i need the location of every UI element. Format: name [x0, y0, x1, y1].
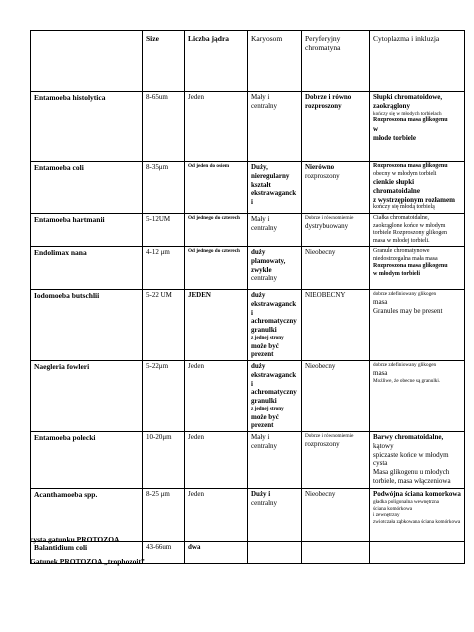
cell-nuclei: Jeden [185, 361, 248, 432]
cell-line: Rozproszona masa glikogenu [373, 263, 448, 270]
cell-line: prezent [251, 421, 274, 430]
cell-cytoplasm [370, 489, 465, 542]
cell-line: zaokrąglony [373, 101, 410, 110]
cell-cytoplasm [370, 247, 465, 290]
cell-karyosome [248, 214, 302, 247]
cell-line: kończy się w młodych torbielach [373, 110, 442, 117]
cell-line: dystrybuowany [305, 221, 349, 230]
header-cell-name [31, 31, 143, 92]
table-row [31, 290, 465, 361]
cell-karyosome [248, 92, 302, 162]
cell-line: duży [251, 248, 266, 257]
cell-line: ekstrawagancki [251, 189, 297, 206]
cell-cytoplasm [370, 361, 465, 432]
cell-line: ściana komórkowa [373, 505, 413, 512]
cell-line: Masa glikogenu u młodych [373, 468, 450, 477]
cell-line: kształt [251, 180, 271, 189]
cell-line: dobrze zdefiniowany glikogen [373, 362, 437, 369]
cell-line: z wystrzępionym rozłamem [373, 195, 455, 204]
cell-line: duży [251, 362, 266, 371]
cell-line: Nieobecny [305, 248, 336, 257]
cell-line: Mały i [251, 433, 270, 442]
cell-line: niedostrzegalna mała masa [373, 255, 438, 262]
cell-cytoplasm [370, 92, 465, 162]
cell-size: 10-20μm [143, 432, 185, 489]
cell-line: centralny [251, 274, 278, 283]
cell-line: prezent [251, 350, 274, 359]
caption-cyst: cysta gatunku PROTOZOA [30, 535, 120, 544]
cell-line: może być [251, 412, 279, 421]
cell-line: Nieobecny [305, 362, 336, 371]
cell-chromatin [302, 489, 370, 542]
cell-nuclei: Od jeden do osiem [185, 162, 248, 214]
cell-line: duży [251, 291, 266, 300]
cell-chromatin [302, 162, 370, 214]
cell-cytoplasm [370, 214, 465, 247]
cell-nuclei: Jeden [185, 92, 248, 162]
cell-line: Podwójna ściana komorkowa [373, 490, 461, 499]
table-row [31, 162, 465, 214]
cell-line: masa [373, 368, 388, 377]
cell-line: Mały i [251, 93, 270, 101]
cell-line: Mały i [251, 215, 270, 224]
cell-line: cienkie słupki chromatoidalne [373, 178, 420, 195]
cell-line: z jednej strony [251, 405, 284, 412]
table-row [31, 489, 465, 542]
cell-line: gładka poligonalna wewnętrzna [373, 498, 439, 505]
cell-line: Dobrze i równomiernie [305, 215, 354, 222]
cell-nuclei: Jeden [185, 489, 248, 542]
cell-karyosome [248, 542, 302, 564]
cell-nuclei: JEDEN [185, 290, 248, 361]
cell-nuclei: dwa [185, 542, 248, 564]
cell-nuclei: Od jednego do czterech [185, 247, 248, 290]
cell-name: Acanthamoeba spp. [31, 489, 143, 542]
cell-line: Duży, [251, 163, 268, 171]
cell-line: dobrze zdefiniowany glikogen [373, 291, 437, 298]
cell-size: 5-22μm [143, 361, 185, 432]
cell-line: Słupki chromatoidowe, [373, 93, 443, 101]
cell-size: 8-35μm [143, 162, 185, 214]
cell-line: rozproszony [305, 171, 340, 180]
cell-line: zwiotczała ząbkowana ściana komórkowa [373, 519, 461, 526]
cell-line: centralny [251, 101, 278, 110]
cell-line: obecny w młodym torbieli [373, 170, 437, 177]
cell-line: achromatyczny [251, 388, 297, 397]
cell-line: Barwy chromatoidalne, [373, 433, 444, 442]
cell-nuclei: Jeden [185, 432, 248, 489]
cell-line: Granule chromatynowe [373, 248, 430, 255]
cell-line: NIEOBECNY [305, 291, 346, 300]
cell-name: Entamoeba coli [31, 162, 143, 214]
cell-chromatin [302, 432, 370, 489]
cell-line: Granules may be present [373, 306, 443, 315]
cell-line: plamowaty, [251, 256, 286, 265]
caption-trophozoite: Gatunek PROTOZOA „trophozoit” [30, 557, 145, 566]
cell-line: torbiele Rozproszony glikogen [373, 230, 447, 237]
cell-line: Nierówno [305, 163, 335, 171]
cell-chromatin [302, 92, 370, 162]
cell-line: centralny [251, 498, 278, 507]
cell-line: masa w młodej torbieli. [373, 237, 430, 244]
cell-line: może być [251, 341, 279, 350]
cell-line: zaokrąglone końce w młodym [373, 222, 446, 229]
cell-cytoplasm [370, 162, 465, 214]
cell-karyosome [248, 162, 302, 214]
cell-line: Rozproszona masa glikogenu [373, 117, 448, 124]
cell-line: spiczaste końce w młodym [373, 450, 449, 459]
header-row [31, 31, 465, 92]
cell-line: Nieobecny [305, 490, 336, 499]
cell-line: centralny [251, 223, 278, 232]
cell-line: i zewnętrzny [373, 512, 400, 519]
header-cell-karyosome: Karyosom [248, 31, 302, 92]
cell-line: Dobrze i równo [305, 93, 352, 101]
header-cell-nuclei: Liczba jądra [185, 31, 248, 92]
cell-size: 5-22 UM [143, 290, 185, 361]
cell-line: granulki [251, 397, 277, 406]
protozoa-table [30, 30, 465, 564]
cell-line: Możliwe, że obecne są granulki. [373, 377, 441, 384]
cell-name: Balantidium coli [31, 542, 143, 564]
cell-cytoplasm [370, 290, 465, 361]
table-row [31, 214, 465, 247]
cell-chromatin [302, 214, 370, 247]
cell-line: cysta [373, 459, 388, 468]
cell-karyosome [248, 290, 302, 361]
cell-line: granulki [251, 326, 277, 335]
cell-karyosome [248, 489, 302, 542]
cell-line: w młodym torbieli [373, 270, 420, 277]
cell-chromatin [302, 247, 370, 290]
cell-line: Ciałka chromatoidalne, [373, 215, 429, 222]
cell-line: centralny [251, 441, 278, 450]
cell-name: Entamoeba hartmanii [31, 214, 143, 247]
cell-line: Duży i [251, 490, 271, 499]
cell-name: Iodomoeba butschlii [31, 290, 143, 361]
cell-line: kątowy [373, 441, 394, 450]
cell-size: 43-66um [143, 542, 185, 564]
cell-size: 4-12 μm [143, 247, 185, 290]
cell-line: zwykle [251, 265, 272, 274]
table-row [31, 247, 465, 290]
cell-line: torbiele, masa włączeniowa [373, 476, 451, 485]
header-cell-size: Size [143, 31, 185, 92]
cell-name: Endolimax nana [31, 247, 143, 290]
cell-chromatin [302, 361, 370, 432]
cell-nuclei: Od jednego do czterech [185, 214, 248, 247]
cell-line: Rozproszona masa glikogenu [373, 163, 448, 169]
cell-size: 5-12UM [143, 214, 185, 247]
cell-karyosome [248, 361, 302, 432]
header-cell-cytoplasm: Cytoplazma i inkluzja [370, 31, 465, 92]
cell-line: w [373, 124, 379, 133]
table-row [31, 92, 465, 162]
cell-line: ekstrawagancki [251, 370, 297, 388]
table-row [31, 361, 465, 432]
cell-line: rozproszony [305, 101, 342, 110]
cell-cytoplasm [370, 542, 465, 564]
cell-line: Dobrze i równomiernie [305, 433, 354, 440]
cell-karyosome [248, 247, 302, 290]
cell-line: nieregularny [251, 171, 290, 180]
cell-size: 8-65um [143, 92, 185, 162]
cell-line: rozproszony [305, 439, 340, 448]
cell-chromatin [302, 542, 370, 564]
cell-line: kończy się młodą torbielą [373, 204, 435, 211]
cell-name: Naegleria fowleri [31, 361, 143, 432]
cell-chromatin [302, 290, 370, 361]
cell-name: Entamoeba histolytica [31, 92, 143, 162]
cell-line: młode torbiele [373, 133, 416, 142]
cell-cytoplasm [370, 432, 465, 489]
cell-name: Entamoeba polecki [31, 432, 143, 489]
cell-line: achromatyczny [251, 317, 297, 326]
cell-line: ekstrawagancki [251, 299, 297, 317]
table-row [31, 432, 465, 489]
header-cell-chromatin: Peryferyjny chromatyna [302, 31, 370, 92]
cell-size: 8-25 μm [143, 489, 185, 542]
cell-line: z jednej strony [251, 334, 284, 341]
cell-line: masa [373, 297, 388, 306]
cell-karyosome [248, 432, 302, 489]
